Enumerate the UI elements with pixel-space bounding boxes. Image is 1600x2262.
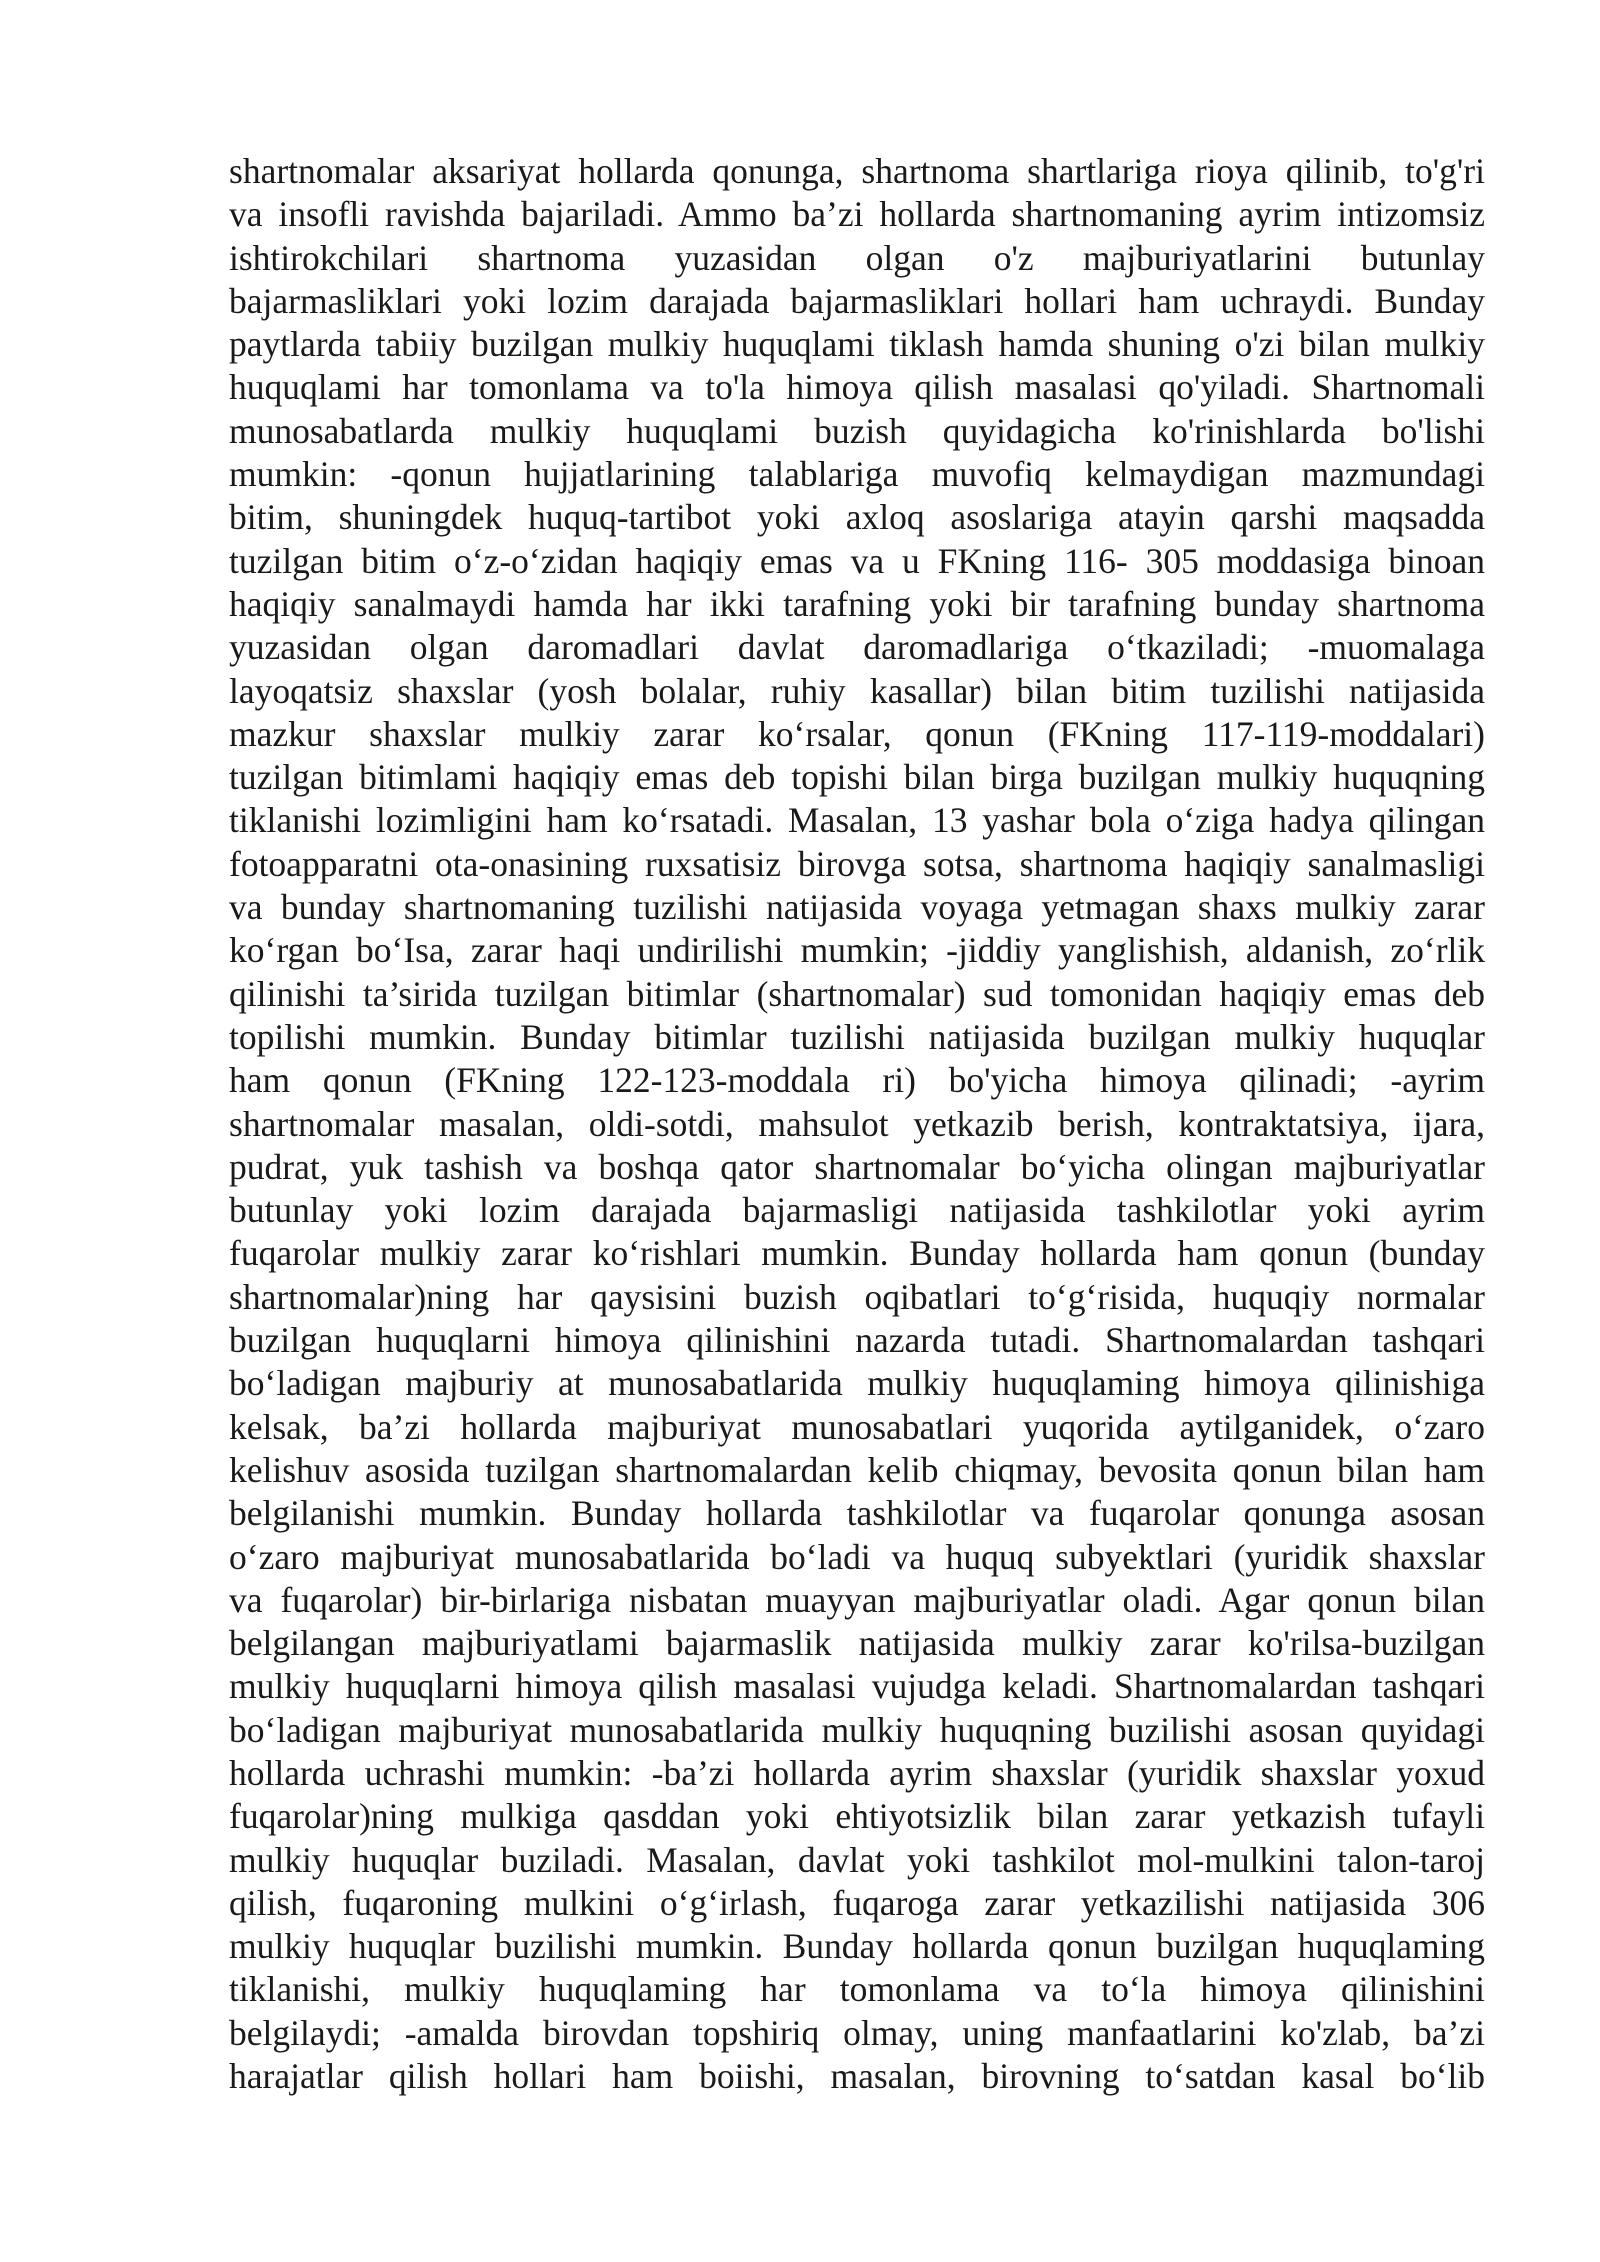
text-line: qilinishi ta’sirida tuzilgan bitimlar (shartnomalar) sud tomonidan haqiqiy emas deb — [229, 973, 1485, 1014]
text-line: tuzilgan bitim o‘z-o‘zidan haqiqiy emas va u FKning 116- 305 moddasiga binoan — [229, 540, 1485, 581]
text-line: tiklanishi lozimligini ham ko‘rsatadi. Masalan, 13 yashar bola o‘ziga hadya qilingan — [229, 800, 1485, 841]
text-line: belgilaydi; -amalda birovdan topshiriq olmay, uning manfaatlarini ko'zlab, ba’zi — [229, 2012, 1485, 2053]
text-line: tuzilgan bitimlami haqiqiy emas deb topishi bilan birga buzilgan mulkiy huquqning — [229, 757, 1485, 798]
text-line: shartnomalar)ning har qaysisini buzish oqibatlari to‘g‘risida, huquqiy normalar — [229, 1276, 1485, 1317]
text-line: tiklanishi, mulkiy huquqlaming har tomonlama va to‘la himoya qilinishini — [229, 1969, 1485, 2010]
text-line: belgilangan majburiyatlami bajarmaslik natijasida mulkiy zarar ko'rilsa-buzilgan — [229, 1623, 1485, 1664]
text-line: bo‘ladigan majburiy at munosabatlarida mulkiy huquqlaming himoya qilinishiga — [229, 1363, 1485, 1404]
body-text — [229, 150, 1485, 2098]
text-line: bajarmasliklari yoki lozim darajada bajarmasliklari hollari ham uchraydi. Bunday — [229, 280, 1485, 321]
text-line: qilish, fuqaroning mulkini o‘g‘irlash, fuqaroga zarar yetkazilishi natijasida 306 — [229, 1882, 1485, 1923]
text-line: bitim, shuningdek huquq-tartibot yoki axloq asoslariga atayin qarshi maqsadda — [229, 497, 1485, 538]
text-line: hollarda uchrashi mumkin: -ba’zi hollarda ayrim shaxslar (yuridik shaxslar yoxud — [229, 1752, 1485, 1793]
text-line: mumkin: -qonun hujjatlarining talablariga muvofiq kelmaydigan mazmundagi — [229, 454, 1485, 495]
text-line: buzilgan huquqlarni himoya qilinishini nazarda tutadi. Shartnomalardan tashqari — [229, 1320, 1485, 1361]
text-line: mulkiy huquqlar buzilishi mumkin. Bunday hollarda qonun buzilgan huquqlaming — [229, 1926, 1485, 1967]
text-line: kelishuv asosida tuzilgan shartnomalardan kelib chiqmay, bevosita qonun bilan ham — [229, 1449, 1485, 1490]
text-line: shartnomalar masalan, oldi-sotdi, mahsulot yetkazib berish, kontraktatsiya, ijara, — [229, 1103, 1485, 1144]
text-line: belgilanishi mumkin. Bunday hollarda tashkilotlar va fuqarolar qonunga asosan — [229, 1493, 1485, 1534]
text-line: haqiqiy sanalmaydi hamda har ikki tarafning yoki bir tarafning bunday shartnoma — [229, 583, 1485, 624]
text-line: ko‘rgan bo‘Isa, zarar haqi undirilishi mumkin; -jiddiy yanglishish, aldanish, zo‘rlik — [229, 930, 1485, 971]
text-line: topilishi mumkin. Bunday bitimlar tuzilishi natijasida buzilgan mulkiy huquqlar — [229, 1016, 1485, 1057]
text-line: fuqarolar mulkiy zarar ko‘rishlari mumkin. Bunday hollarda ham qonun (bunday — [229, 1233, 1485, 1274]
text-line: mulkiy huquqlarni himoya qilish masalasi vujudga keladi. Shartnomalardan tashqari — [229, 1666, 1485, 1707]
text-line: ishtirokchilari shartnoma yuzasidan olgan o'z majburiyatlarini butunlay — [229, 237, 1485, 278]
text-line: va fuqarolar) bir-birlariga nisbatan muayyan majburiyatlar oladi. Agar qonun bilan — [229, 1579, 1485, 1620]
text-line: bo‘ladigan majburiyat munosabatlarida mulkiy huquqning buzilishi asosan quyidagi — [229, 1709, 1485, 1750]
text-line: yuzasidan olgan daromadlari davlat daromadlariga o‘tkaziladi; -muomalaga — [229, 627, 1485, 668]
text-line: mazkur shaxslar mulkiy zarar ko‘rsalar, qonun (FKning 117-119-moddalari) — [229, 713, 1485, 754]
text-line: layoqatsiz shaxslar (yosh bolalar, ruhiy kasallar) bilan bitim tuzilishi natijasida — [229, 670, 1485, 711]
text-line: mulkiy huquqlar buziladi. Masalan, davlat yoki tashkilot mol-mulkini talon-taroj — [229, 1839, 1485, 1880]
text-line: va bunday shartnomaning tuzilishi natijasida voyaga yetmagan shaxs mulkiy zarar — [229, 887, 1485, 928]
text-line: va insofli ravishda bajariladi. Ammo ba’zi hollarda shartnomaning ayrim intizomsiz — [229, 194, 1485, 235]
text-line: paytlarda tabiiy buzilgan mulkiy huquqlami tiklash hamda shuning o'zi bilan mulkiy — [229, 324, 1485, 365]
text-line: fuqarolar)ning mulkiga qasddan yoki ehtiyotsizlik bilan zarar yetkazish tufayli — [229, 1796, 1485, 1837]
text-line: pudrat, yuk tashish va boshqa qator shartnomalar bo‘yicha olingan majburiyatlar — [229, 1146, 1485, 1187]
text-line: ham qonun (FKning 122-123-moddala ri) bo'yicha himoya qilinadi; -ayrim — [229, 1060, 1485, 1101]
text-line: butunlay yoki lozim darajada bajarmasligi natijasida tashkilotlar yoki ayrim — [229, 1190, 1485, 1231]
text-line: munosabatlarda mulkiy huquqlami buzish quyidagicha ko'rinishlarda bo'lishi — [229, 410, 1485, 451]
text-line: harajatlar qilish hollari ham boiishi, masalan, birovning to‘satdan kasal bo‘lib — [229, 2056, 1485, 2097]
text-line: fotoapparatni ota-onasining ruxsatisiz birovga sotsa, shartnoma haqiqiy sanalmasligi — [229, 843, 1485, 884]
text-line: o‘zaro majburiyat munosabatlarida bo‘ladi va huquq subyektlari (yuridik shaxslar — [229, 1536, 1485, 1577]
text-line: shartnomalar aksariyat hollarda qonunga, shartnoma shartlariga rioya qilinib, to'g'ri — [229, 151, 1485, 191]
text-line: kelsak, ba’zi hollarda majburiyat munosabatlari yuqorida aytilganidek, o‘zaro — [229, 1406, 1485, 1447]
text-line: huquqlami har tomonlama va to'la himoya qilish masalasi qo'yiladi. Shartnomali — [229, 367, 1485, 408]
